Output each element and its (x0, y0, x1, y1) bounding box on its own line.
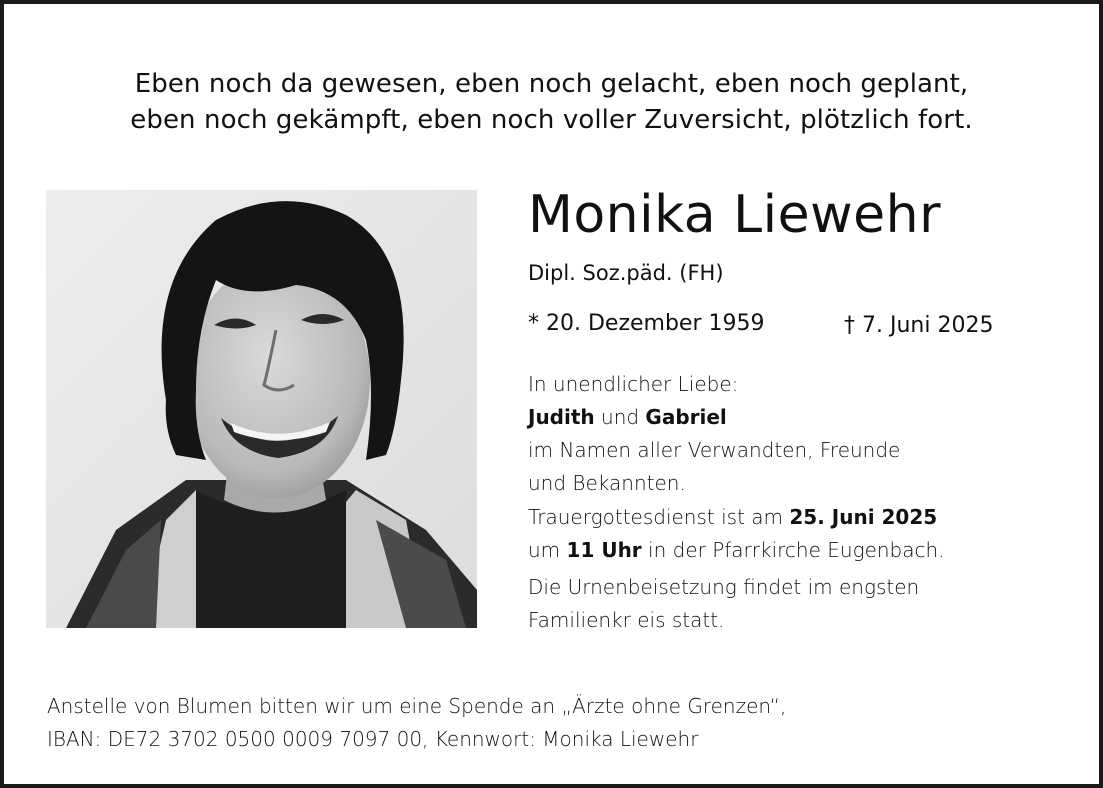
mourners-names (528, 401, 900, 434)
death-date: † 7. Juni 2025 (844, 313, 994, 338)
service-block (528, 501, 945, 567)
service-location: in der Pfarrkirche Eugenbach. (648, 538, 945, 562)
service-line-2 (528, 534, 945, 567)
donation-line-1: Anstelle von Blumen bitten wir um eine Spende an „Ärzte ohne Grenzen“, (47, 694, 787, 718)
mourner-name-1: Judith (528, 405, 595, 429)
donation-iban: IBAN: DE72 3702 0500 0009 7097 00, Kennwort: Monika Liewehr (47, 727, 699, 751)
portrait-illustration (46, 190, 477, 628)
motto-quote (4, 66, 1099, 138)
mourners-intro: In unendlicher Liebe: (528, 372, 739, 396)
donation-block (47, 690, 786, 756)
urn-line-2: Familienkr eis statt. (528, 608, 725, 632)
service-date: 25. Juni 2025 (789, 505, 938, 529)
deceased-name: Monika Liewehr (528, 185, 941, 245)
mourners-line-3: im Namen aller Verwandten, Freunde (528, 438, 901, 462)
service-text: Trauergottesdienst ist am (528, 505, 784, 529)
portrait-photo (46, 190, 477, 628)
mourners-block (528, 368, 900, 500)
academic-title: Dipl. Soz.päd. (FH) (528, 261, 724, 285)
birth-date: * 20. Dezember 1959 (528, 311, 765, 336)
mourners-line-4: und Bekannten. (528, 471, 686, 495)
urn-line-1: Die Urnenbeisetzung findet im engsten (528, 575, 920, 599)
service-prefix: um (528, 538, 561, 562)
motto-line-2: eben noch gekämpft, eben noch voller Zuversicht, plötzlich fort. (130, 105, 973, 135)
mourner-name-2: Gabriel (645, 405, 727, 429)
mourners-and: und (601, 405, 640, 429)
service-time: 11 Uhr (566, 538, 642, 562)
service-line-1 (528, 501, 945, 534)
urn-block (528, 571, 919, 637)
motto-line-1: Eben noch da gewesen, eben noch gelacht, eben noch geplant, (134, 69, 969, 99)
